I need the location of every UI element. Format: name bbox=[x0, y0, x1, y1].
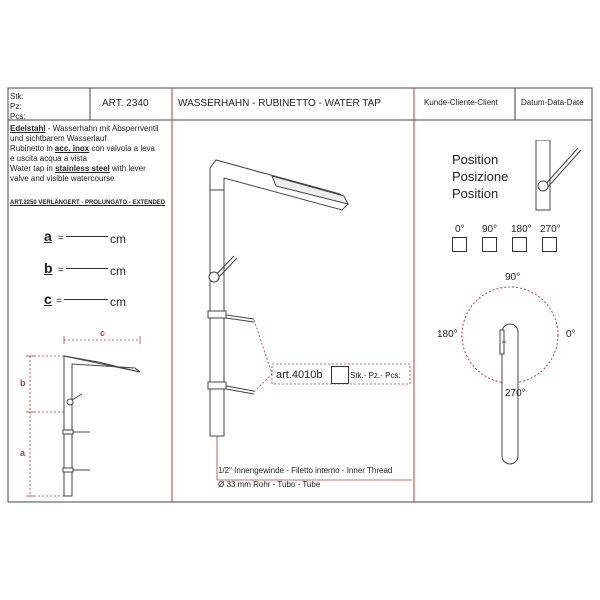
description-en-line2: valve and visible watercourse bbox=[10, 174, 115, 183]
position-checkbox-90[interactable] bbox=[482, 237, 497, 252]
material-it: acc. inox bbox=[54, 144, 90, 153]
description-en-text: with lever bbox=[109, 164, 146, 173]
dim-b-equals: = bbox=[58, 265, 64, 276]
material-en: stainless steel bbox=[55, 164, 110, 173]
description-it-line2: e uscita acqua a vista bbox=[10, 154, 87, 163]
description-de-text: - Wasserhahn mit Absperrventil bbox=[45, 124, 159, 133]
dial-label-90: 90° bbox=[505, 272, 521, 283]
position-option-180-label: 180° bbox=[511, 224, 532, 235]
stk-label: Stk: bbox=[10, 92, 24, 101]
callout-article: art.4010b bbox=[276, 369, 323, 381]
dial-label-0: 0° bbox=[566, 329, 576, 340]
dim-b-unit: cm bbox=[110, 264, 126, 278]
position-checkbox-270[interactable] bbox=[542, 237, 557, 252]
tap-drawing bbox=[172, 120, 414, 502]
dial-label-180: 180° bbox=[437, 329, 458, 340]
page-title: WASSERHAHN - RUBINETTO - WATER TAP bbox=[178, 98, 381, 109]
dim-c-letter: c bbox=[44, 291, 52, 307]
dim-c-equals: = bbox=[56, 296, 62, 307]
callout-qty-label: Stk.- Pz.- Pcs: bbox=[350, 371, 401, 380]
position-checkbox-180[interactable] bbox=[512, 237, 527, 252]
description-en-start: Water tap in bbox=[10, 164, 56, 173]
sketch-label-b: b bbox=[20, 378, 26, 388]
position-label-it: Posizione bbox=[452, 169, 509, 184]
description-it-start: Rubinetto in bbox=[10, 144, 55, 153]
article-number: ART. 2340 bbox=[102, 98, 149, 109]
dim-c-unit: cm bbox=[110, 295, 126, 309]
material-de: Edelstahl bbox=[10, 124, 46, 133]
client-label: Kunde-Cliente-Client bbox=[424, 98, 498, 107]
sketch-label-c: c bbox=[100, 328, 106, 338]
position-option-270-label: 270° bbox=[540, 224, 561, 235]
position-option-90-label: 90° bbox=[482, 224, 498, 235]
tube-note: Ø 33 mm Rohr - Tubo - Tube bbox=[218, 480, 321, 489]
position-label-en: Position bbox=[452, 186, 499, 201]
position-option-0-label: 0° bbox=[455, 224, 465, 235]
pcs-label: Pcs: bbox=[10, 112, 26, 121]
description-it-text: con valvola a leva bbox=[89, 144, 155, 153]
dimension-sketch bbox=[0, 0, 172, 502]
dim-a-unit: cm bbox=[110, 232, 126, 246]
dim-b-letter: b bbox=[44, 260, 53, 276]
rotation-dial bbox=[414, 260, 592, 480]
sketch-label-a: a bbox=[20, 448, 26, 458]
position-icon bbox=[522, 140, 592, 220]
thread-note: 1/2" Innengewinde - Filetto interno - Inner Thread bbox=[218, 466, 393, 475]
pz-label: Pz: bbox=[10, 102, 22, 111]
position-label-de: Position bbox=[452, 152, 499, 167]
callout-qty-box[interactable] bbox=[331, 366, 349, 384]
dial-label-270: 270° bbox=[505, 388, 526, 399]
dim-a-equals: = bbox=[58, 233, 64, 244]
extended-note: ART.2250 VERLÄNGERT - PROLUNGATO - EXTENDED bbox=[10, 200, 166, 206]
position-checkbox-0[interactable] bbox=[452, 237, 467, 252]
description-de-line2: und sichtbarem Wasserlauf bbox=[10, 134, 107, 143]
dim-a-letter: a bbox=[44, 228, 52, 244]
date-label: Datum-Data-Date bbox=[521, 98, 584, 107]
